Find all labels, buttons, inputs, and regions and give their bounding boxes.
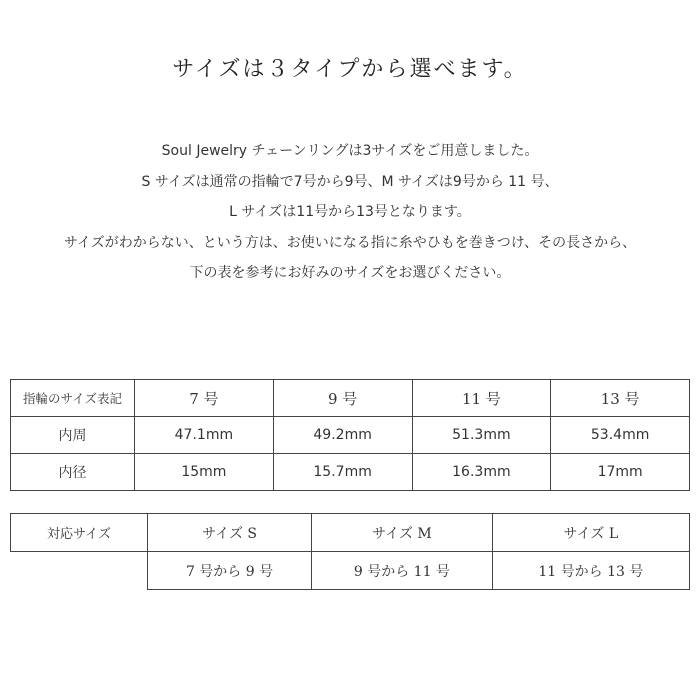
description-line: 下の表を参考にお好みのサイズをお選びください。 bbox=[189, 265, 511, 281]
size-type-table bbox=[10, 513, 690, 590]
size-header-cell: 11 号 bbox=[412, 380, 551, 417]
table-cell: 15mm bbox=[135, 454, 274, 491]
description-line: S サイズは通常の指輪で7号から9号、M サイズは9号から 11 号、 bbox=[141, 173, 559, 190]
table-cell: 47.1mm bbox=[135, 417, 274, 454]
type-cell: サイズ M bbox=[312, 514, 493, 552]
type-cell: サイズ S bbox=[148, 514, 312, 552]
row-label: 内周 bbox=[11, 417, 135, 454]
empty-cell bbox=[11, 552, 148, 590]
range-cell: 11 号から 13 号 bbox=[492, 552, 689, 590]
size-header-label: 指輪のサイズ表記 bbox=[11, 380, 135, 417]
table-row bbox=[11, 417, 690, 454]
type-header-row bbox=[11, 514, 690, 552]
table-cell: 49.2mm bbox=[273, 417, 412, 454]
table-cell: 51.3mm bbox=[412, 417, 551, 454]
ring-size-table bbox=[10, 379, 690, 491]
size-header-cell: 7 号 bbox=[135, 380, 274, 417]
table-cell: 16.3mm bbox=[412, 454, 551, 491]
description-line: サイズがわからない、という方は、お使いになる指に糸やひもを巻きつけ、その長さから、 bbox=[63, 234, 637, 251]
row-label: 内径 bbox=[11, 454, 135, 491]
range-cell: 7 号から 9 号 bbox=[148, 552, 312, 590]
range-cell: 9 号から 11 号 bbox=[312, 552, 493, 590]
description bbox=[0, 136, 700, 289]
table-cell: 15.7mm bbox=[273, 454, 412, 491]
table-row bbox=[11, 454, 690, 491]
page-title: サイズは３タイプから選べます。 bbox=[172, 57, 528, 82]
size-header-row bbox=[11, 380, 690, 417]
table-cell: 17mm bbox=[551, 454, 690, 491]
type-header-label: 対応サイズ bbox=[11, 514, 148, 552]
description-line: L サイズは11号から13号となります。 bbox=[229, 204, 471, 220]
type-cell: サイズ L bbox=[492, 514, 689, 552]
table-row bbox=[11, 552, 690, 590]
size-header-cell: 13 号 bbox=[551, 380, 690, 417]
description-line: Soul Jewelry チェーンリングは3サイズをご用意しました。 bbox=[161, 143, 539, 159]
size-header-cell: 9 号 bbox=[273, 380, 412, 417]
table-cell: 53.4mm bbox=[551, 417, 690, 454]
